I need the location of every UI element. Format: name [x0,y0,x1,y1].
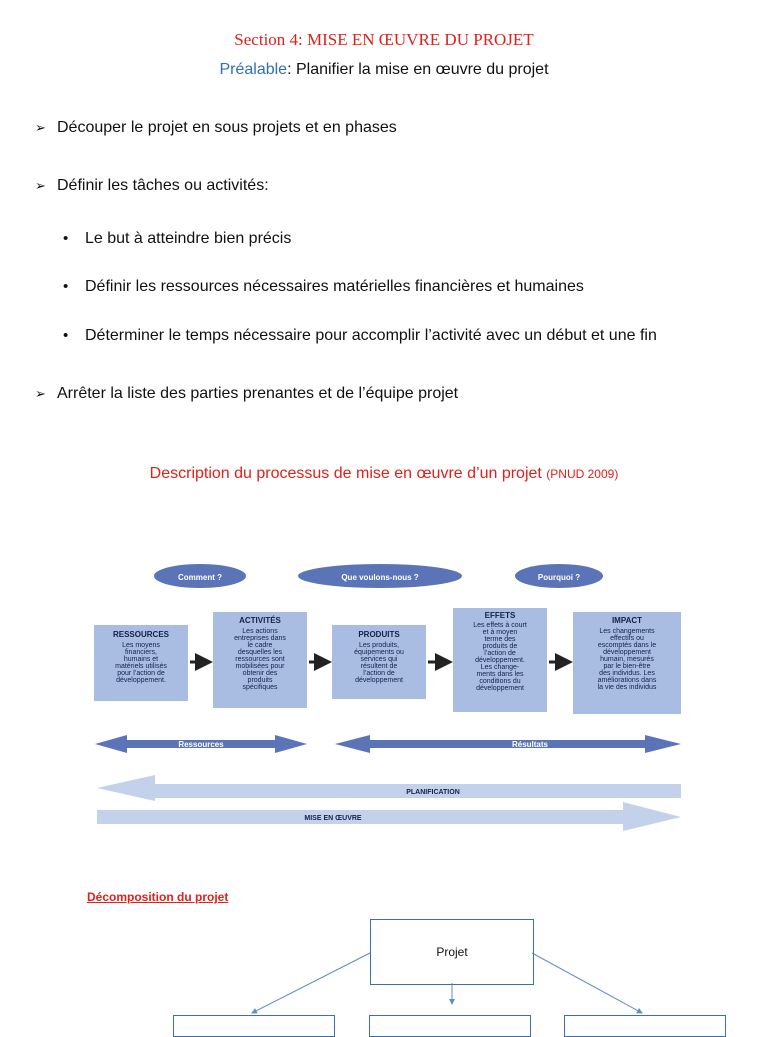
box-line: conditions du [479,678,521,685]
box-line: et à moyen [482,629,518,636]
arrow-label: Résultats [511,740,549,749]
box-line: des individus. Les [599,670,655,677]
arrow-bullet-icon: ➢ [35,386,46,401]
box-line: obtenir des [242,670,278,677]
box-impact [573,612,681,714]
box-line: la vie des individus [597,684,657,691]
box-line: ressources sont [235,656,285,663]
project-root-label: Projet [436,945,468,959]
box-line: pour l’action de [117,670,165,677]
subproject-box [173,1015,335,1037]
box-line: terme des [484,636,516,643]
diagram-title-text: Description du processus de mise en œuvre d’un projet [149,465,542,482]
bullet-arreter [35,385,458,403]
question-label: Pourquoi ? [537,573,581,582]
box-line: développement. [475,657,525,664]
box-line: Les actions [242,628,278,635]
box-line: produits [247,677,273,684]
sub-bullet-text: Définir les ressources nécessaires matérielles financières et humaines [85,278,584,295]
prealable-line [0,61,768,79]
connector-line [532,953,642,1013]
box-ressources [94,625,188,701]
box-title: ACTIVITÉS [239,616,281,625]
section-title: Section 4: MISE EN ŒUVRE DU PROJET [234,30,534,49]
box-title: PRODUITS [358,630,400,639]
box-title: RESSOURCES [112,630,170,639]
sub-bullet-text: Le but à atteindre bien précis [85,230,292,247]
bullet-definir [35,177,269,195]
box-line: le cadre [247,642,273,649]
arrow-bullet-icon: ➢ [35,120,46,135]
box-line: Les change- [480,664,520,671]
box-line: l’action de [484,650,516,657]
dot-bullet-icon: • [63,327,69,344]
oval-que-voulons-nous [298,564,462,588]
arrow-mise-en-oeuvre [97,802,681,831]
box-line: humains et [123,656,159,663]
box-line: entreprises dans [234,635,286,642]
box-line: Les moyens [122,642,160,649]
project-root-box [370,919,534,985]
box-line: équipements ou [354,649,404,656]
arrow-planification [97,775,681,801]
arrow-label: MISE EN ŒUVRE [304,815,362,822]
dot-bullet-icon: • [63,278,69,295]
arrow-ressources [95,735,307,753]
arrow-resultats [335,735,681,753]
sub-bullet [63,327,657,345]
prealable-label: Préalable [219,61,288,78]
arrow-label: Ressources [178,740,224,749]
box-line: Les changements [599,628,655,635]
bullet-text: Définir les tâches ou activités: [57,177,269,194]
box-line: l’action de [363,670,395,677]
box-line: Les produits, [358,642,400,649]
sub-bullet [63,230,291,248]
bullet-text: Découper le projet en sous projets et en phases [57,119,397,136]
box-line: développement [603,649,651,656]
subproject-box [369,1015,531,1037]
box-line: matériels utilisés [115,663,167,670]
question-label: Comment ? [178,573,222,582]
subproject-box [564,1015,726,1037]
bullet-decouper [35,119,397,137]
oval-comment [154,564,246,588]
box-activites [213,612,307,708]
box-line: résultent de [360,663,398,670]
box-line: spécifiques [242,684,278,691]
bullet-text: Arrêter la liste des parties prenantes et de l’équipe projet [57,385,459,402]
box-line: ments dans les [476,671,524,678]
connector-line [252,953,370,1013]
box-line: développement [355,677,403,684]
box-produits [332,625,426,699]
box-line: améliorations dans [597,677,657,684]
box-line: financiers, [125,649,157,656]
box-line: escomptés dans le [597,642,657,649]
oval-pourquoi [515,564,603,588]
box-title: EFFETS [484,611,516,620]
decomposition-title: Décomposition du projet [87,890,229,904]
sub-bullet [63,278,584,296]
sub-bullet-text: Déterminer le temps nécessaire pour accomplir l’activité avec un début et une fin [85,327,657,344]
box-line: développement. [116,677,166,684]
box-title: IMPACT [611,616,643,625]
box-line: mobilisées pour [235,663,285,670]
box-line: effectifs ou [610,635,644,642]
arrow-label: PLANIFICATION [406,789,460,796]
prealable-text: : Planifier la mise en œuvre du projet [287,61,549,78]
box-line: Les effets à court [473,622,527,629]
arrow-bullet-icon: ➢ [35,178,46,193]
box-line: produits de [482,643,518,650]
process-diagram [85,555,695,835]
dot-bullet-icon: • [63,230,69,247]
box-line: desquelles les [237,649,283,656]
question-label: Que voulons-nous ? [341,573,419,582]
box-line: services qui [360,656,398,663]
box-effets [453,608,547,712]
diagram-title [0,465,768,483]
box-line: développement [476,685,524,692]
diagram-source: (PNUD 2009) [546,467,619,481]
box-line: par le bien-être [603,663,651,670]
box-line: humain, mesurés [600,656,654,663]
